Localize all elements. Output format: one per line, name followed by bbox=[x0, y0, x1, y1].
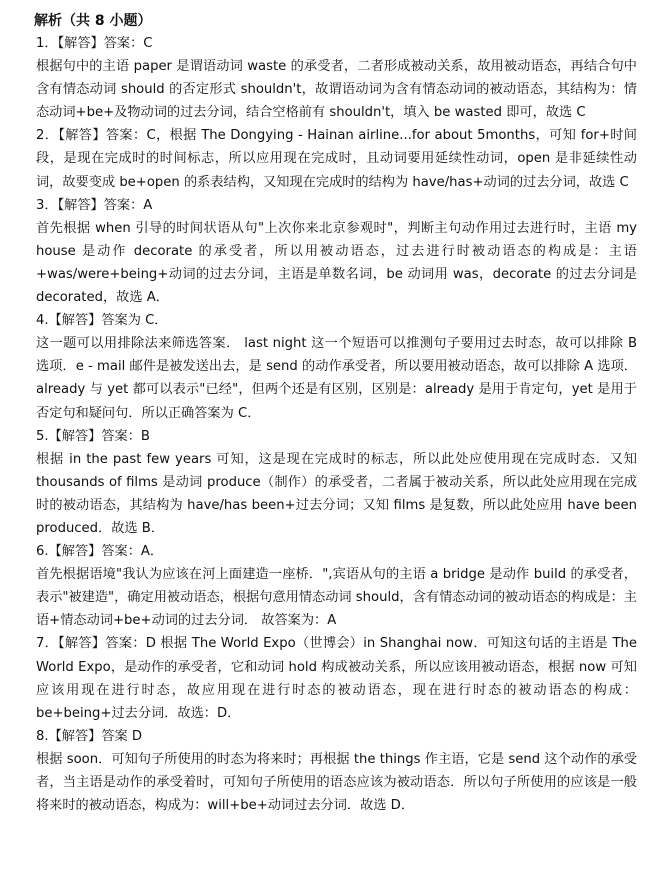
section-title: 解析（共 8 小题） bbox=[34, 13, 152, 29]
question-5-explanation: 根据 in the past few years 可知，这是现在完成时的标志，所以此处应使用现在完成时态．又知 thousands of films 是动词 produce（制作）的承受者，二者属于被动关系，所以此处应用现在完成时的被动语态，其结构为 have/has been+过去分词；又知 films 是复数，所以此处应用 have been produced．故选 B． bbox=[36, 451, 637, 536]
question-8-analysis bbox=[36, 725, 637, 817]
question-2-answer: 2．【解答】答案：C，根据 The Dongying - Hainan airline...for about 5months，可知 for+时间段，是现在完成时的时间标志，所以应用现在完成时，且动词要用延续性动词，open 是非延续性动词，故要变成 be+open 的系表结构，又知现在完成时的结构为 have/has+动词的过去分词，故选 C bbox=[36, 128, 637, 190]
question-6-explanation: 首先根据语境"我认为应该在河上面建造一座桥．",宾语从句的主语 a bridge 是动作 build 的承受者，表示"被建造"，确定用被动语态，根据句意用情态动词 should，含有情态动词的被动语态的构成是：主语+情态动词+be+动词的过去分词． 故答案为：A bbox=[36, 567, 637, 629]
question-3-explanation: 首先根据 when 引导的时间状语从句"上次你来北京参观时"，判断主句动作用过去进行时，主语 my house 是动作 decorate 的承受者，所以用被动语态，过去进行时被动语态的构成是：主语+was/were+being+动词的过去分词，主语是单数名词，be 动词用 was，decorate 的过去分词是 decorated，故选 A． bbox=[36, 220, 637, 306]
question-6-answer: 6.【解答】答案：A． bbox=[36, 544, 164, 560]
question-4-analysis bbox=[36, 309, 637, 424]
question-3-analysis bbox=[36, 194, 637, 309]
question-8-explanation: 根据 soon．可知句子所使用的时态为将来时；再根据 the things 作主语，它是 send 这个动作的承受者，当主语是动作的承受着时，可知句子所使用的语态应该为被动语态．所以句子所使用的应该是一般将来时的被动语态，构成为：will+be+动词过去分词．故选 D． bbox=[36, 751, 637, 814]
question-1-analysis bbox=[36, 32, 637, 124]
question-1-answer: 1．【解答】答案：C bbox=[36, 36, 153, 51]
question-1-explanation: 根据句中的主语 paper 是谓语动词 waste 的承受者，二者形成被动关系，故用被动语态，再结合句中含有情态动词 should 的否定形式 shouldn't，故谓语动词为含有情态动词的被动语态，其结构为：情态动词+be+及物动词的过去分词，结合空格前有 shouldn't，填入 be wasted 即可，故选 C bbox=[36, 59, 637, 121]
question-2-analysis bbox=[36, 124, 637, 193]
question-5-analysis bbox=[36, 425, 637, 540]
question-3-answer: 3．【解答】答案：A bbox=[36, 197, 153, 213]
question-4-answer: 4.【解答】答案为 C． bbox=[36, 313, 168, 329]
question-8-answer: 8.【解答】答案 D bbox=[36, 728, 143, 744]
question-7-analysis bbox=[36, 632, 637, 724]
question-7-answer: 7．【解答】答案：D 根据 The World Expo（世博会）in Shanghai now．可知这句话的主语是 The World Expo，是动作的承受者，它和动词 hold 构成被动关系，所以应该用被动语态，根据 now 可知应该用现在进行时态，故应用现在进行时态的被动语态，现在进行时态的被动语态的构成：be+being+过去分词．故选：D． bbox=[36, 636, 637, 721]
question-4-explanation: 这一题可以用排除法来筛选答案． last night 这一个短语可以推测句子要用过去时态，故可以排除 B 选项．e - mail 邮件是被发送出去，是 send 的动作承受者，所以要用被动语态，故可以排除 A 选项．already 与 yet 都可以表示"已经"，但两个还是有区别，区别是：already 是用于肯定句，yet 是用于否定句和疑问句．所以正确答案为 C． bbox=[36, 336, 637, 421]
question-6-analysis bbox=[36, 540, 637, 632]
question-5-answer: 5.【解答】答案：B bbox=[36, 428, 150, 444]
